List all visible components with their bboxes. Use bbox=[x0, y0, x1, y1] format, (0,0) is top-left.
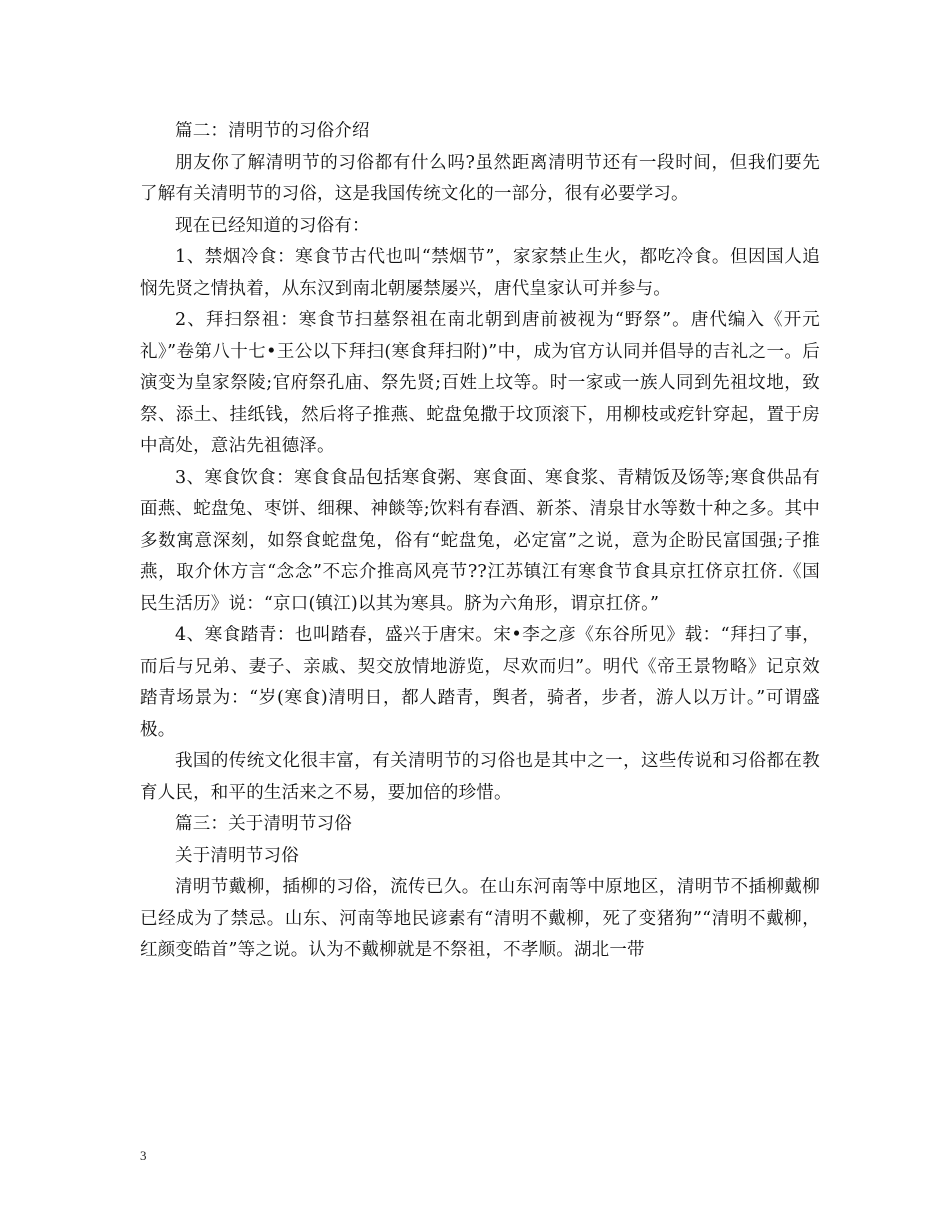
custom-item-1: 1、禁烟冷食：寒食节古代也叫“禁烟节”，家家禁止生火，都吃冷食。但因国人追悯先贤之情执着，从东汉到南北朝屡禁屡兴，唐代皇家认可并参与。 bbox=[140, 247, 820, 299]
intro-paragraph: 朋友你了解清明节的习俗都有什么吗?虽然距离清明节还有一段时间，但我们要先了解有关清明节的习俗，这是我国传统文化的一部分，很有必要学习。 bbox=[140, 152, 820, 204]
conclusion-paragraph: 我国的传统文化很丰富，有关清明节的习俗也是其中之一，这些传说和习俗都在教育人民，和平的生活来之不易，要加倍的珍惜。 bbox=[140, 751, 820, 803]
willow-custom-paragraph: 清明节戴柳，插柳的习俗，流传已久。在山东河南等中原地区，清明节不插柳戴柳已经成为了禁忌。山东、河南等地民谚素有“清明不戴柳，死了变猪狗”“清明不戴柳，红颜变皓首”等之说。认为不戴柳就是不祭祖，不孝顺。湖北一带 bbox=[140, 877, 820, 960]
section-heading-part-two: 篇二：清明节的习俗介绍 bbox=[175, 121, 370, 141]
customs-list-intro: 现在已经知道的习俗有： bbox=[175, 215, 370, 236]
document-body bbox=[140, 116, 820, 967]
section-heading-part-three: 篇三：关于清明节习俗 bbox=[175, 814, 352, 834]
subsection-title: 关于清明节习俗 bbox=[175, 845, 299, 866]
page-number: 3 bbox=[140, 1148, 147, 1163]
custom-item-2: 2、拜扫祭祖：寒食节扫墓祭祖在南北朝到唐前被视为“野祭”。唐代编入《开元礼》”卷第八十七•王公以下拜扫(寒食拜扫附)”中，成为官方认同并倡导的吉礼之一。后演变为皇家祭陵;官府祭孔庙、祭先贤;百姓上坟等。时一家或一族人同到先祖坟地，致祭、添土、挂纸钱，然后将子推燕、蛇盘兔撒于坟顶滚下，用柳枝或疙针穿起，置于房中高处，意沾先祖德泽。 bbox=[140, 310, 820, 456]
custom-item-4: 4、寒食踏青：也叫踏春，盛兴于唐宋。宋•李之彦《东谷所见》载：“拜扫了事，而后与兄弟、妻子、亲戚、契交放情地游览，尽欢而归”。明代《帝王景物略》记京效踏青场景为：“岁(寒食)清明日，都人踏青，舆者，骑者，步者，游人以万计。”可谓盛极。 bbox=[140, 625, 820, 740]
custom-item-3: 3、寒食饮食：寒食食品包括寒食粥、寒食面、寒食浆、青精饭及饧等;寒食供品有面燕、蛇盘兔、枣饼、细稞、神餤等;饮料有春酒、新茶、清泉甘水等数十种之多。其中多数寓意深刻，如祭食蛇盘兔，俗有“蛇盘兔，必定富”之说，意为企盼民富国强;子推燕，取介休方言“念念”不忘介推高风亮节??江苏镇江有寒食节食具京扛侪京扛侪.《国民生活历》说：“京口(镇江)以其为寒具。脐为六角形，谓京扛侪。” bbox=[140, 467, 820, 614]
